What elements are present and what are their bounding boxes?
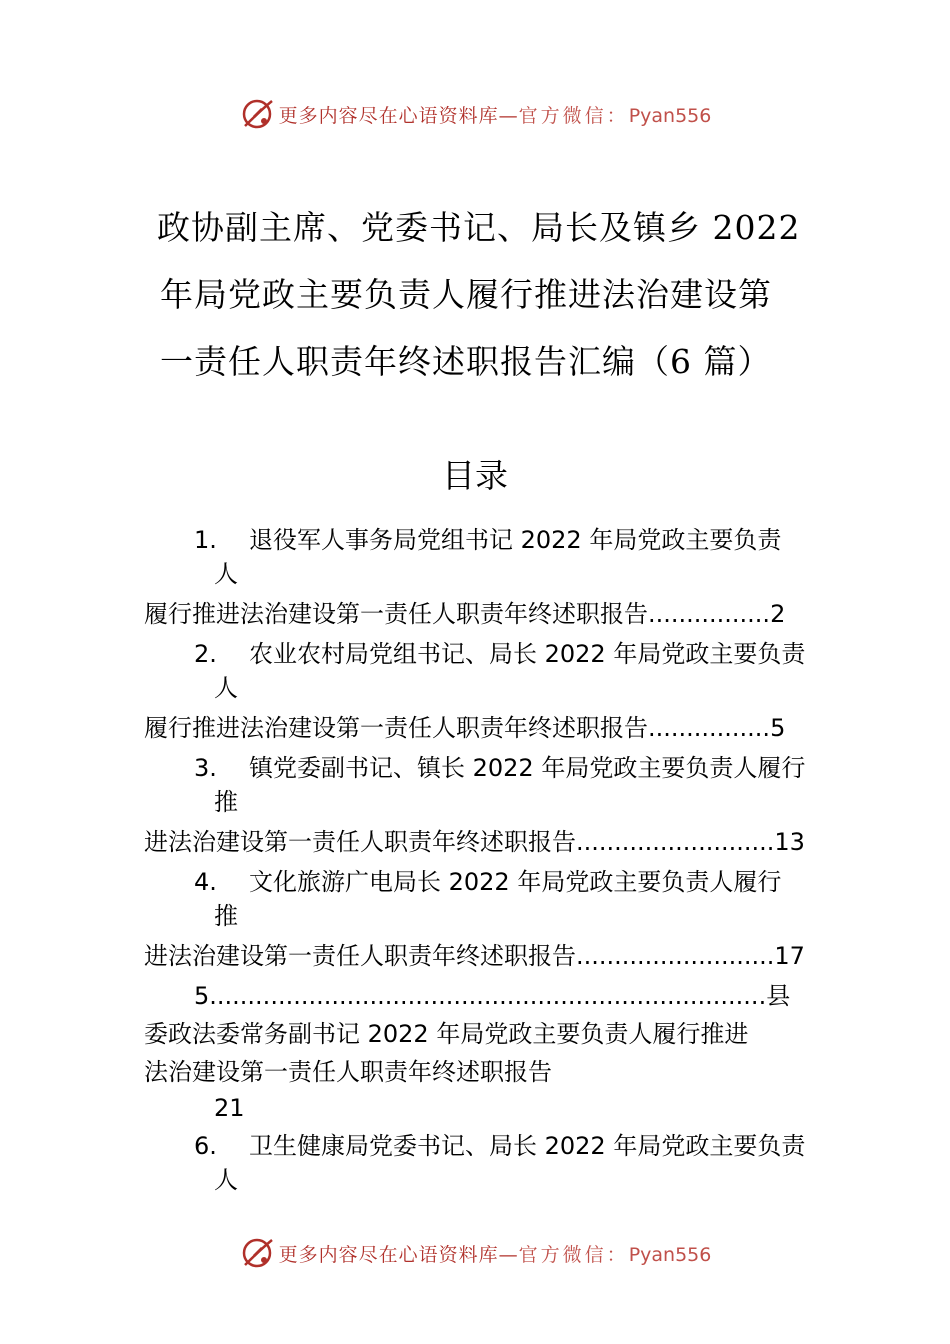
toc-item-title-cont: 人 [214,674,238,702]
toc-item-title: 镇党委副书记、镇长 2022 年局党政主要负责人履行 [249,754,806,782]
toc-item-page: 21 [214,1094,245,1122]
watermark-text: 更多内容尽在心语资料库—官方微信：Pyan556 [278,1243,712,1266]
toc-item-page: 2 [770,600,786,628]
toc-item-title-cont: 推 [214,788,238,816]
watermark-text: 更多内容尽在心语资料库—官方微信：Pyan556 [278,104,712,127]
toc-item-page: 17 [774,942,805,970]
toc-item-page: 5 [770,714,786,742]
toc-item-number: 1. [194,526,217,554]
document-title-line-1: 政协副主席、党委书记、局长及镇乡 2022 [157,208,801,247]
toc-item-title-cont: 人 [214,560,238,588]
toc-item-leader-line: 履行推进法治建设第一责任人职责年终述职报告................2 [144,600,786,628]
toc-item-title: 文化旅游广电局长 2022 年局党政主要负责人履行 [249,868,782,896]
document-title-line-2: 年局党政主要负责人履行推进法治建设第 [160,275,772,314]
document-title-line-3: 一责任人职责年终述职报告汇编（6 篇） [160,342,772,381]
toc-item-leader-line: 5.........................................................................县 [194,982,791,1010]
toc-item-number: 3. [194,754,217,782]
pen-logo-icon [239,96,275,132]
toc-item-title: 农业农村局党组书记、局长 2022 年局党政主要负责 [249,640,806,668]
toc-item-title: 退役军人事务局党组书记 2022 年局党政主要负责 [249,526,782,554]
toc-item-number: 6. [194,1132,217,1160]
toc-item-number: 5 [194,982,210,1010]
pen-logo-icon [239,1235,275,1271]
toc-item-title-cont: 法治建设第一责任人职责年终述职报告 [144,1058,552,1086]
toc-item-page: 13 [774,828,805,856]
toc-item-leader-line: 进法治建设第一责任人职责年终述职报告..........................17 [144,942,805,970]
toc-item-title: 委政法委常务副书记 2022 年局党政主要负责人履行推进 [144,1020,749,1048]
toc-item-title: 卫生健康局党委书记、局长 2022 年局党政主要负责 [249,1132,806,1160]
toc-item-leader-line: 进法治建设第一责任人职责年终述职报告..........................13 [144,828,805,856]
toc-heading: 目录 [442,456,508,495]
toc-item-number: 2. [194,640,217,668]
toc-item-title-cont: 推 [214,902,238,930]
watermark-banner-top [0,94,950,134]
toc-item-number: 4. [194,868,217,896]
watermark-banner-bottom [0,1233,950,1273]
toc-item-leader-line: 履行推进法治建设第一责任人职责年终述职报告................5 [144,714,786,742]
toc-item-title-cont: 人 [214,1166,238,1194]
